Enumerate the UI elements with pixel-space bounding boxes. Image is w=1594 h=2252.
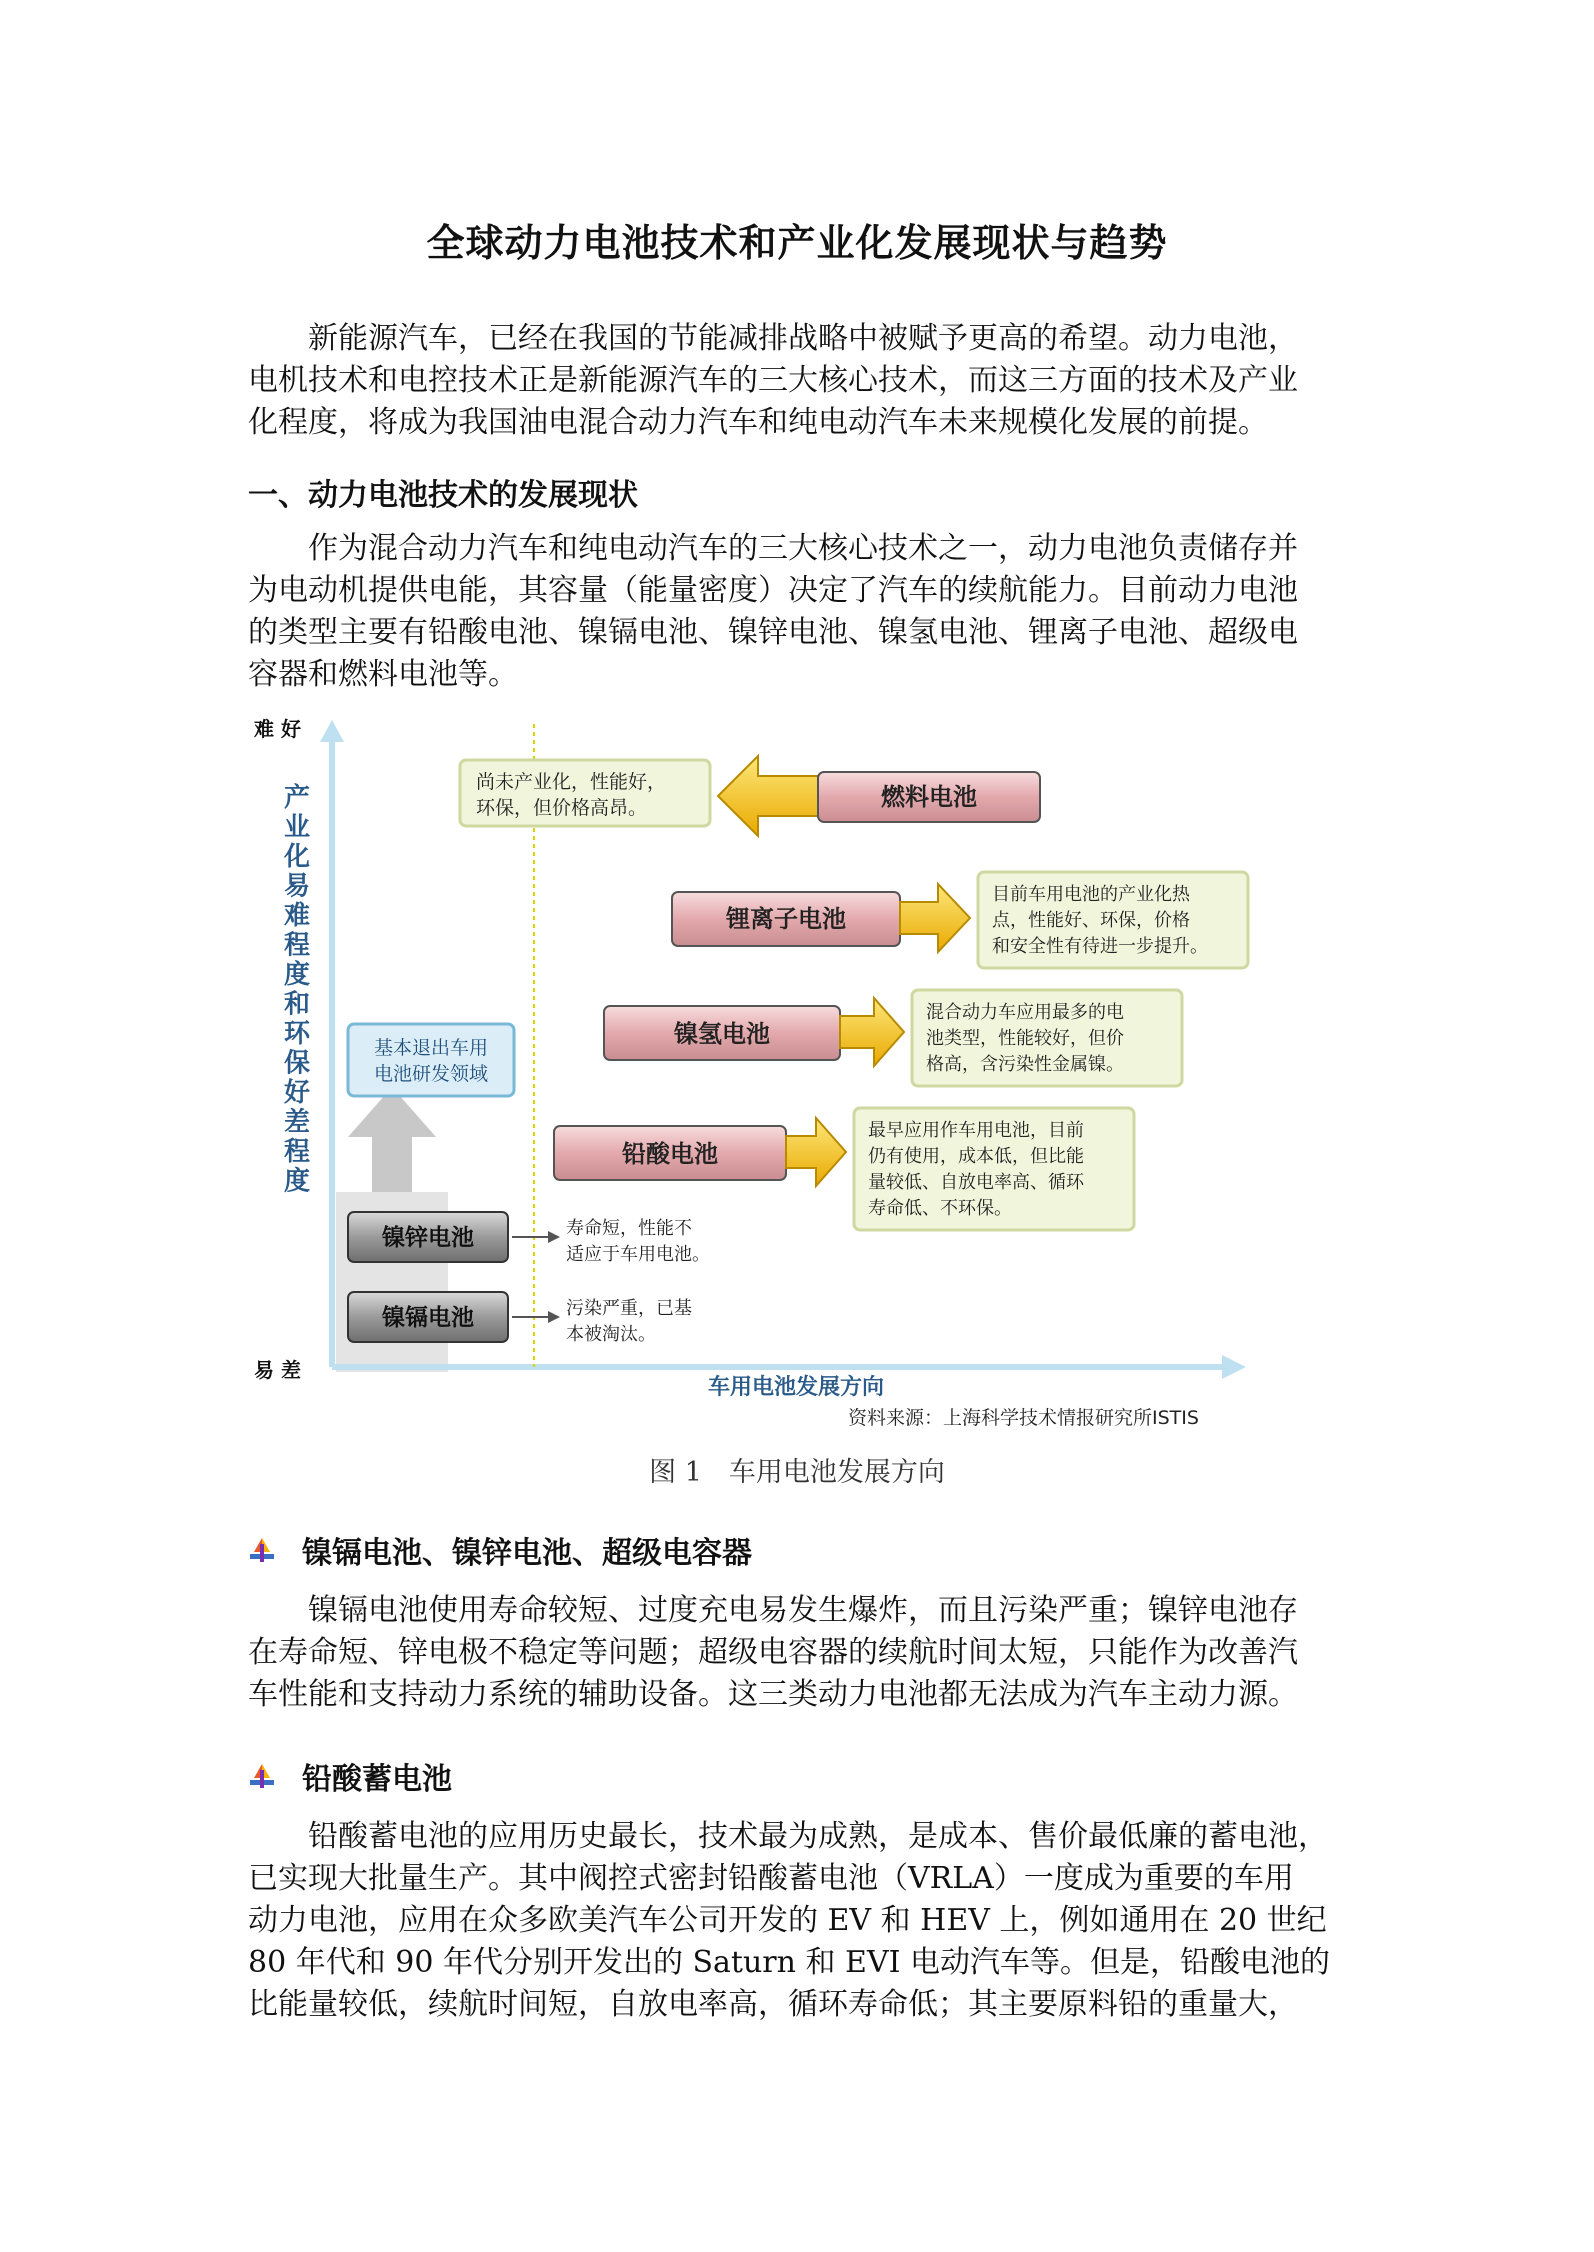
- battery-label-li-ion: 锂离子电池: [726, 905, 846, 933]
- bottom-label: 易 差: [254, 1358, 301, 1382]
- intro-line: 新能源汽车，已经在我国的节能减排战略中被赋予更高的希望。动力电池，: [248, 321, 1298, 356]
- note-nicd-line: 污染严重，已基: [566, 1298, 692, 1319]
- up-arrow-icon: [348, 1087, 436, 1192]
- y-axis-label-char: 易: [284, 871, 311, 902]
- bullet1-line: 在寿命短、锌电极不稳定等问题；超级电容器的续航时间太短，只能作为改善汽: [248, 1635, 1298, 1670]
- note-fuel-line: 环保，但价格高昂。: [476, 797, 648, 819]
- y-axis-label-char: 程: [284, 930, 311, 961]
- battery-label-nimh: 镍氢电池: [674, 1020, 770, 1048]
- y-axis-label-char: 产: [284, 783, 311, 813]
- battery-label-nicd: 镍镉电池: [382, 1305, 474, 1331]
- note-fuel-line: 尚未产业化，性能好，: [476, 771, 667, 793]
- small-arrow-icon: [548, 1231, 560, 1243]
- bullet-heading-1: [248, 1528, 752, 1572]
- y-axis-label-char: 度: [284, 1166, 311, 1197]
- y-axis-label: [283, 782, 311, 1197]
- x-axis-label: 车用电池发展方向: [708, 1375, 885, 1400]
- note-nimh-line: 格高，含污染性金属镍。: [926, 1054, 1124, 1075]
- bullet2-paragraph: [248, 1816, 1354, 2026]
- bullet-icon: [248, 1762, 276, 1790]
- bullet-icon: [248, 1536, 276, 1564]
- intro-line: 化程度，将成为我国油电混合动力汽车和纯电动汽车未来规模化发展的前提。: [248, 405, 1268, 440]
- bullet1-line: 镍镉电池使用寿命较短、过度充电易发生爆炸，而且污染严重；镍锌电池存: [248, 1593, 1298, 1628]
- battery-label-fuel: 燃料电池: [881, 783, 977, 811]
- y-axis-label-char: 保: [284, 1048, 311, 1079]
- note-nizn-line: 适应于车用电池。: [566, 1244, 710, 1265]
- yellow-arrow-icon: [786, 1118, 846, 1186]
- y-axis-label-char: 程: [284, 1137, 311, 1167]
- yellow-arrow-icon: [840, 998, 904, 1066]
- battery-label-nizn: 镍锌电池: [382, 1225, 474, 1251]
- document-title: 全球动力电池技术和产业化发展现状与趋势: [426, 221, 1168, 265]
- section1-line: 作为混合动力汽车和纯电动汽车的三大核心技术之一，动力电池负责储存并: [248, 531, 1298, 566]
- y-axis-label-char: 业: [284, 812, 311, 843]
- note-nicd-line: 本被淘汰。: [566, 1324, 656, 1345]
- intro-paragraph: [248, 318, 1354, 444]
- bullet2-line: 80 年代和 90 年代分别开发出的 Saturn 和 EVI 电动汽车等。但是，铅酸电池的: [248, 1945, 1330, 1980]
- intro-line: 电机技术和电控技术正是新能源汽车的三大核心技术，而这三方面的技术及产业: [248, 363, 1298, 398]
- bullet-heading-text: 镍镉电池、镍锌电池、超级电容器: [302, 1536, 752, 1571]
- section1-line: 容器和燃料电池等。: [248, 657, 518, 692]
- bullet2-line: 比能量较低，续航时间短，自放电率高，循环寿命低；其主要原料铅的重量大，: [248, 1987, 1298, 2022]
- section1-line: 为电动机提供电能，其容量（能量密度）决定了汽车的续航能力。目前动力电池: [248, 573, 1298, 608]
- small-arrow-icon: [548, 1311, 560, 1323]
- note-lead-line: 寿命低、不环保。: [868, 1198, 1012, 1219]
- bullet-heading-2: [248, 1754, 452, 1798]
- note-lead-line: 仍有使用，成本低，但比能: [868, 1146, 1084, 1167]
- top-label: 难 好: [254, 717, 301, 741]
- note-nizn-line: 寿命短，性能不: [566, 1218, 692, 1239]
- note-li-ion-line: 和安全性有待进一步提升。: [992, 936, 1208, 957]
- section-heading: 一、动力电池技术的发展现状: [248, 478, 638, 513]
- y-axis-label-char: 化: [284, 842, 311, 872]
- bullet2-line: 已实现大批量生产。其中阀控式密封铅酸蓄电池（VRLA）一度成为重要的车用: [248, 1861, 1294, 1896]
- bullet1-paragraph: [248, 1590, 1354, 1716]
- bullet1-line: 车性能和支持动力系统的辅助设备。这三类动力电池都无法成为汽车主动力源。: [248, 1677, 1298, 1712]
- note-nimh-line: 混合动力车应用最多的电: [926, 1002, 1124, 1023]
- section1-paragraph: [248, 528, 1354, 696]
- battery-development-diagram: [248, 712, 1268, 1432]
- figure-caption: 图 1 车用电池发展方向: [649, 1457, 945, 1488]
- note-lead-line: 最早应用作车用电池，目前: [868, 1120, 1084, 1141]
- figure-source: 资料来源：上海科学技术情报研究所ISTIS: [848, 1407, 1199, 1429]
- section1-line: 的类型主要有铅酸电池、镍镉电池、镍锌电池、镍氢电池、锂离子电池、超级电: [248, 615, 1298, 650]
- y-axis-label-char: 差: [284, 1107, 311, 1138]
- note-lead-line: 量较低、自放电率高、循环: [868, 1172, 1084, 1193]
- bullet2-line: 铅酸蓄电池的应用历史最长，技术最为成熟，是成本、售价最低廉的蓄电池，: [248, 1819, 1328, 1854]
- y-axis-label-char: 度: [284, 960, 311, 990]
- y-axis-label-char: 环: [284, 1019, 311, 1049]
- note-li-ion-line: 点，性能好、环保，价格: [992, 910, 1190, 931]
- y-axis-label-char: 和: [284, 989, 311, 1020]
- battery-label-lead: 铅酸电池: [622, 1140, 718, 1168]
- y-axis-label-char: 难: [284, 901, 311, 931]
- y-axis-label-char: 好: [284, 1078, 311, 1108]
- bullet2-line: 动力电池，应用在众多欧美汽车公司开发的 EV 和 HEV 上，例如通用在 20 世纪: [248, 1903, 1327, 1938]
- retired-box-line: 电池研发领域: [373, 1063, 489, 1085]
- bullet-heading-text: 铅酸蓄电池: [302, 1762, 452, 1797]
- yellow-arrow-icon: [900, 884, 970, 952]
- yellow-arrow-icon: [718, 756, 818, 836]
- note-nimh-line: 池类型，性能较好，但价: [926, 1028, 1124, 1049]
- retired-box-line: 基本退出车用: [373, 1037, 489, 1059]
- note-li-ion-line: 目前车用电池的产业化热: [992, 884, 1190, 905]
